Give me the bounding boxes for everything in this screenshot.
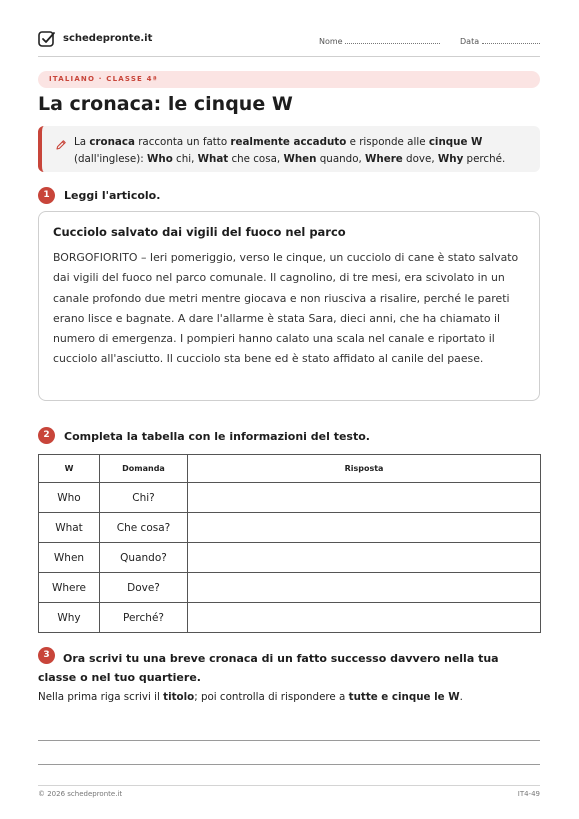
info-text-run: cronaca: [89, 136, 135, 148]
article-title: Cucciolo salvato dai vigili del fuoco nel parco: [53, 225, 346, 239]
info-text-run: realmente accaduto: [230, 136, 347, 148]
instruction-text-run: ; poi controlla di rispondere a: [194, 691, 349, 703]
pencil-icon: [55, 136, 67, 148]
table-row: [39, 483, 541, 513]
instruction-text-run: tutte e cinque le W: [348, 691, 460, 703]
writing-line[interactable]: [38, 740, 540, 741]
header-divider: [38, 56, 540, 57]
footer-code: IT4-49: [517, 790, 540, 798]
info-text-run: (dall'inglese):: [74, 153, 147, 165]
info-text-run: perché.: [463, 153, 506, 165]
info-text-run: When: [283, 153, 317, 165]
step-3-label: Ora scrivi tu una breve cronaca di un fatto successo davvero nella tua classe o nel tuo quartiere.: [38, 652, 499, 684]
five-w-table: [38, 454, 541, 633]
w-cell: What: [39, 513, 100, 543]
table-row: [39, 573, 541, 603]
step-3-badge: 3: [38, 647, 55, 664]
table-row: [39, 603, 541, 633]
article-body: BORGOFIORITO – Ieri pomeriggio, verso le cinque, un cucciolo di cane è stato salvato dai vigili del fuoco nel parco comunale. Il cagnolino, di tre mesi, era scivolato in un canale profondo due metri mentre giocava e non riusciva a risalire, perché le pareti erano lisce e bagnate. A dare l'allarme è stata Sara, dieci anni, che ha chiamato il numero di emergenza. I pompieri hanno calato una scala nel canale e riportato il cucciolo all'asciutto. Il cucciolo sta bene ed è stato affidato al canile del paese.: [53, 251, 519, 366]
info-text-run: e risponde alle: [346, 136, 429, 148]
w-cell: When: [39, 543, 100, 573]
name-field[interactable]: [319, 35, 440, 46]
answer-cell[interactable]: [188, 573, 541, 603]
step-1-label: Leggi l'articolo.: [64, 189, 161, 202]
step-1-badge: 1: [38, 187, 55, 204]
table-row: [39, 543, 541, 573]
info-text-run: cinque W: [428, 136, 483, 148]
answer-cell[interactable]: [188, 483, 541, 513]
info-text-run: dove,: [402, 153, 438, 165]
info-text-run: Where: [365, 153, 403, 165]
info-text-run: racconta un fatto: [134, 136, 231, 148]
brand-name: schedepronte.it: [63, 33, 153, 44]
column-header-question: Domanda: [100, 455, 188, 483]
date-field[interactable]: [460, 35, 540, 46]
answer-cell[interactable]: [188, 513, 541, 543]
table-row: [39, 513, 541, 543]
info-text-run: chi,: [172, 153, 198, 165]
question-cell: Perché?: [100, 603, 188, 633]
instruction-text-run: Nella prima riga scrivi il: [38, 691, 164, 703]
column-header-answer: Risposta: [188, 455, 541, 483]
info-text-run: Why: [437, 153, 464, 165]
info-text-run: che cosa,: [228, 153, 284, 165]
question-cell: Dove?: [100, 573, 188, 603]
category-label: ITALIANO · CLASSE 4ª: [49, 75, 158, 83]
instruction-text-run: .: [459, 691, 463, 703]
info-text-run: Who: [147, 153, 173, 165]
column-header-w: W: [39, 455, 100, 483]
footer-copyright: © 2026 schedepronte.it: [38, 790, 123, 798]
footer-divider: [38, 785, 540, 786]
question-cell: Chi?: [100, 483, 188, 513]
info-text-run: quando,: [316, 153, 366, 165]
info-text-run: La: [74, 136, 90, 148]
name-label: Nome: [319, 37, 343, 46]
step-3-instruction: [38, 691, 538, 703]
answer-cell[interactable]: [188, 603, 541, 633]
writing-line[interactable]: [38, 764, 540, 765]
w-cell: Who: [39, 483, 100, 513]
info-text: [74, 134, 529, 168]
question-cell: Che cosa?: [100, 513, 188, 543]
page-title: La cronaca: le cinque W: [38, 93, 293, 115]
info-text-run: What: [197, 153, 229, 165]
step-2-badge: 2: [38, 427, 55, 444]
question-cell: Quando?: [100, 543, 188, 573]
date-label: Data: [460, 37, 480, 46]
w-cell: Where: [39, 573, 100, 603]
step-2-label: Completa la tabella con le informazioni del testo.: [64, 430, 370, 443]
answer-cell[interactable]: [188, 543, 541, 573]
instruction-text-run: titolo: [163, 691, 195, 703]
logo-icon: [38, 30, 56, 48]
w-cell: Why: [39, 603, 100, 633]
